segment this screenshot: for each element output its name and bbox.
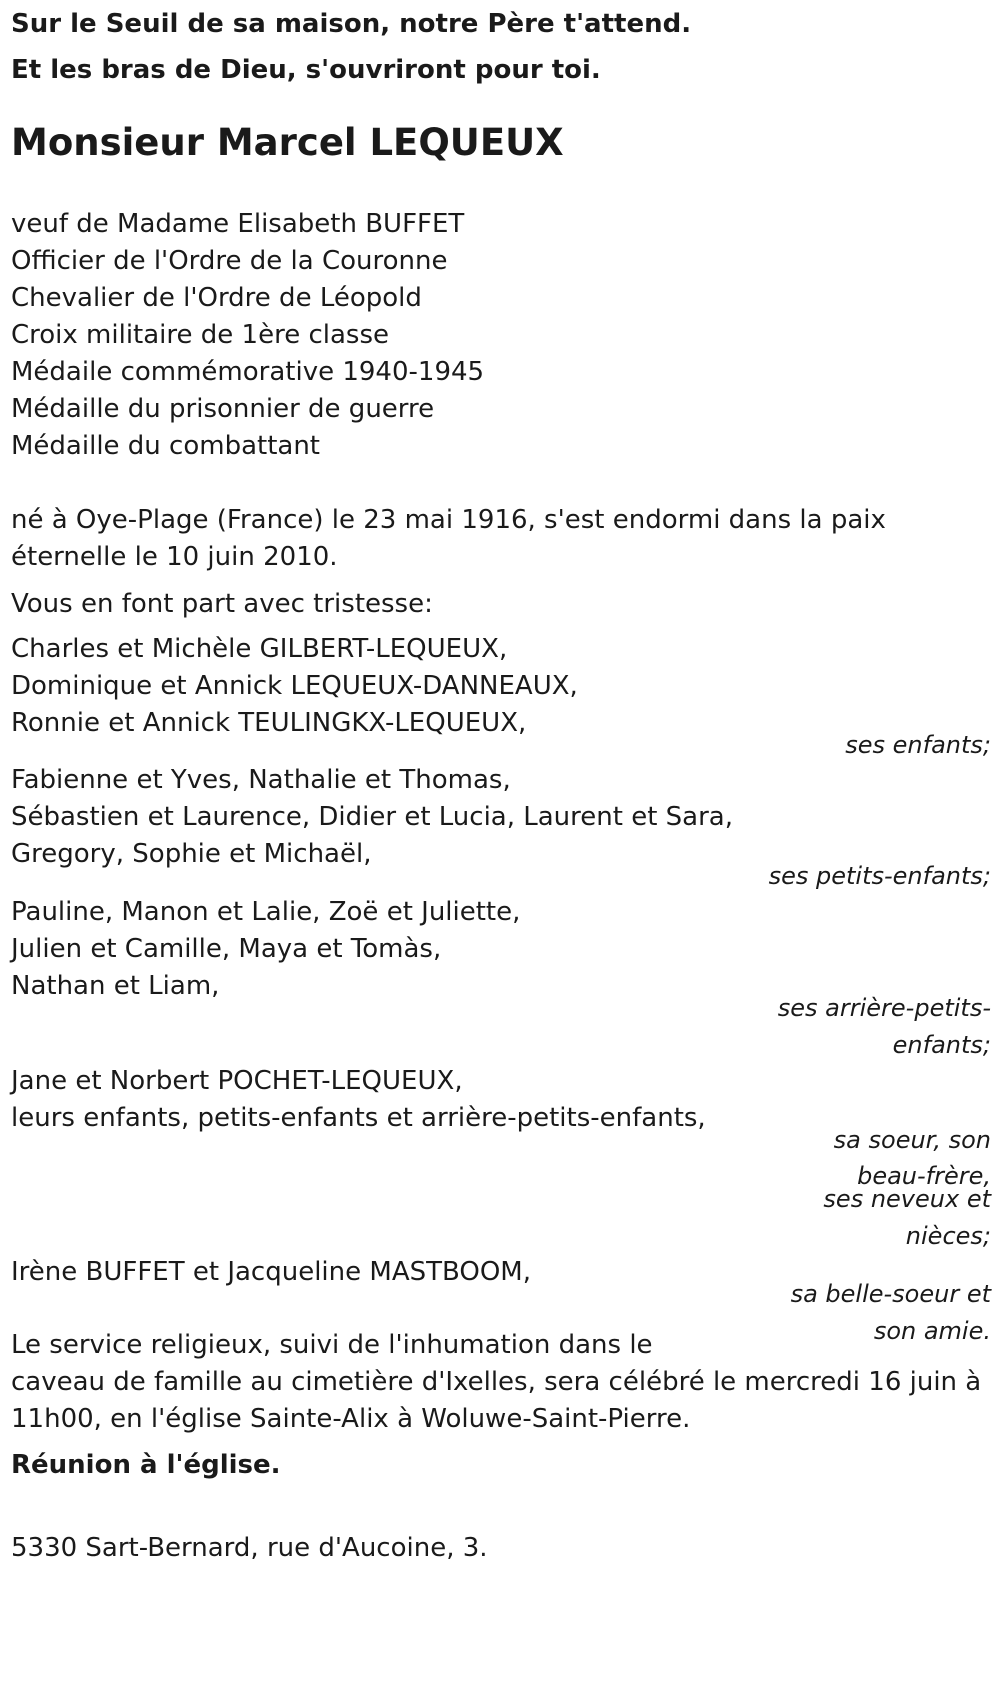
children-name-line: Ronnie et Annick TEULINGKX-LEQUEUX, [11,708,527,738]
honor-line: Médaille du combattant [11,431,321,461]
verse-line-2: Et les bras de Dieu, s'ouvriront pour toi. [11,55,601,85]
great-grandchildren-relation: enfants; [892,1031,991,1059]
grandchildren-name-line: Sébastien et Laurence, Didier et Lucia, Laurent et Sara, [11,802,733,832]
service-line: 11h00, en l'église Sainte-Alix à Woluwe-Saint-Pierre. [11,1404,691,1434]
grandchildren-relation: ses petits-enfants; [768,862,991,890]
honor-line: Officier de l'Ordre de la Couronne [11,246,448,276]
grandchildren-name-line: Fabienne et Yves, Nathalie et Thomas, [11,765,511,795]
great-grandchildren-relation: ses arrière-petits- [777,994,991,1022]
great-grandchildren-name-line: Nathan et Liam, [11,971,220,1001]
reunion-note: Réunion à l'église. [11,1450,281,1480]
honor-line: Médaille du prisonnier de guerre [11,394,435,424]
in-laws-relation: sa belle-soeur et [790,1280,991,1308]
sister-relation: beau-frère, [857,1162,991,1190]
in-laws-relation: son amie. [873,1317,991,1345]
honor-line: Croix militaire de 1ère classe [11,320,390,350]
in-laws-name-line: Irène BUFFET et Jacqueline MASTBOOM, [11,1257,531,1287]
obituary-notice [11,0,991,1700]
sister-relation: ses neveux et [823,1185,991,1213]
address: 5330 Sart-Bernard, rue d'Aucoine, 3. [11,1533,488,1563]
honor-line: Chevalier de l'Ordre de Léopold [11,283,422,313]
sister-name-line: leurs enfants, petits-enfants et arrière-petits-enfants, [11,1103,706,1133]
honor-line: Médaile commémorative 1940-1945 [11,357,485,387]
honor-line: veuf de Madame Elisabeth BUFFET [11,209,465,239]
deceased-name: Monsieur Marcel LEQUEUX [11,121,564,164]
birth-death-line: éternelle le 10 juin 2010. [11,542,338,572]
birth-death-line: né à Oye-Plage (France) le 23 mai 1916, s'est endormi dans la paix [11,505,886,535]
children-name-line: Charles et Michèle GILBERT-LEQUEUX, [11,634,508,664]
great-grandchildren-name-line: Pauline, Manon et Lalie, Zoë et Juliette, [11,897,521,927]
sister-relation: sa soeur, son [833,1126,991,1154]
great-grandchildren-name-line: Julien et Camille, Maya et Tomàs, [11,934,442,964]
announcement: Vous en font part avec tristesse: [11,589,433,619]
service-line: caveau de famille au cimetière d'Ixelles, sera célébré le mercredi 16 juin à [11,1367,982,1397]
verse-line-1: Sur le Seuil de sa maison, notre Père t'attend. [11,9,692,39]
children-name-line: Dominique et Annick LEQUEUX-DANNEAUX, [11,671,578,701]
service-line: Le service religieux, suivi de l'inhumation dans le [11,1330,653,1360]
sister-name-line: Jane et Norbert POCHET-LEQUEUX, [11,1066,463,1096]
grandchildren-name-line: Gregory, Sophie et Michaël, [11,839,372,869]
children-relation: ses enfants; [845,731,991,759]
sister-relation: nièces; [905,1222,991,1250]
